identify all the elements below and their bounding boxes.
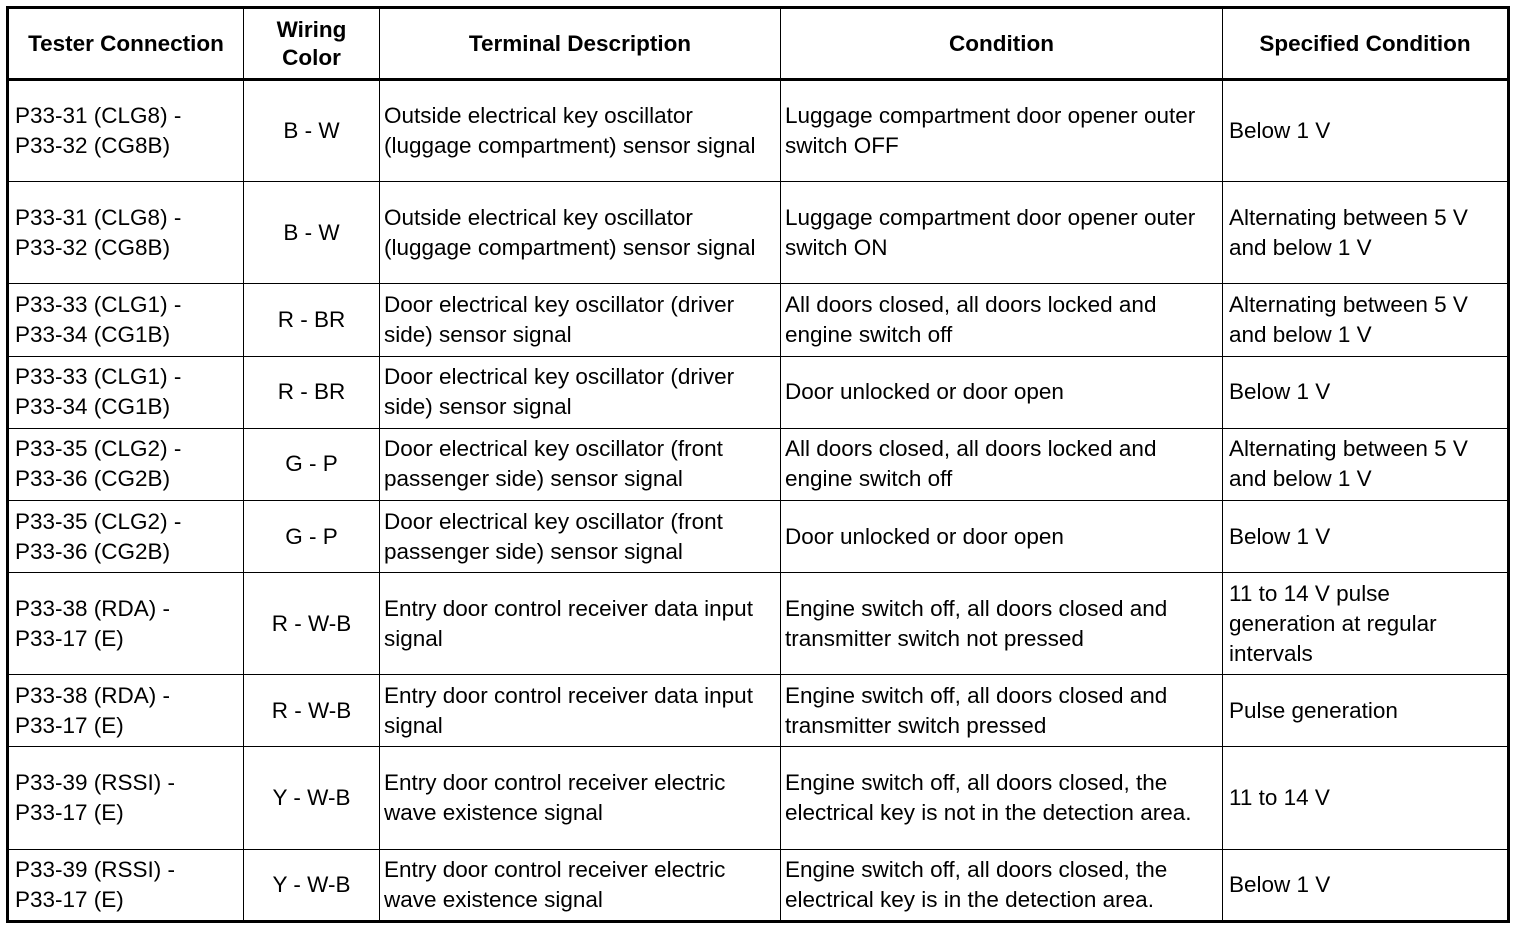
header-terminal-description: Terminal Description	[380, 8, 781, 80]
terminal-description-cell: Door electrical key oscillator (driver side) sensor signal	[380, 284, 781, 356]
specified-condition-cell: Pulse generation	[1223, 675, 1509, 747]
header-row	[8, 8, 1509, 80]
specified-condition-cell: 11 to 14 V pulse generation at regular intervals	[1223, 573, 1509, 675]
tester-connection-cell	[8, 356, 244, 428]
tester-connection-line1: P33-39 (RSSI) -	[15, 770, 176, 796]
specified-condition-cell: Below 1 V	[1223, 500, 1509, 572]
header-condition: Condition	[781, 8, 1223, 80]
table-row	[8, 500, 1509, 572]
specified-condition-cell: Below 1 V	[1223, 849, 1509, 921]
wiring-color-cell: Y - W-B	[244, 849, 380, 921]
header-wiring-line1: Wiring	[276, 16, 347, 42]
terminal-description-cell: Door electrical key oscillator (driver side) sensor signal	[380, 356, 781, 428]
table-row	[8, 80, 1509, 182]
wiring-color-cell: G - P	[244, 428, 380, 500]
table-row	[8, 747, 1509, 849]
specified-condition-cell: Alternating between 5 V and below 1 V	[1223, 182, 1509, 284]
wiring-color-cell: R - W-B	[244, 675, 380, 747]
tester-connection-line1: P33-38 (RDA) -	[15, 682, 171, 708]
tester-connection-cell	[8, 747, 244, 849]
tester-connection-line1: P33-39 (RSSI) -	[15, 856, 176, 882]
condition-cell: Engine switch off, all doors closed and transmitter switch not pressed	[781, 573, 1223, 675]
terminal-description-cell: Outside electrical key oscillator (luggage compartment) sensor signal	[380, 182, 781, 284]
tester-connection-line2: P33-17 (E)	[15, 800, 124, 826]
wiring-color-cell: Y - W-B	[244, 747, 380, 849]
tester-connection-line2: P33-17 (E)	[15, 712, 124, 738]
condition-cell: Engine switch off, all doors closed, the electrical key is in the detection area.	[781, 849, 1223, 921]
tester-connection-cell	[8, 80, 244, 182]
condition-cell: Luggage compartment door opener outer switch OFF	[781, 80, 1223, 182]
wiring-color-cell: B - W	[244, 80, 380, 182]
condition-cell: All doors closed, all doors locked and engine switch off	[781, 428, 1223, 500]
tester-connection-line1: P33-38 (RDA) -	[15, 595, 171, 621]
specified-condition-cell: Alternating between 5 V and below 1 V	[1223, 428, 1509, 500]
terminal-description-cell: Entry door control receiver data input signal	[380, 573, 781, 675]
wiring-color-cell: R - BR	[244, 356, 380, 428]
condition-cell: Door unlocked or door open	[781, 356, 1223, 428]
condition-cell: Engine switch off, all doors closed, the electrical key is not in the detection area.	[781, 747, 1223, 849]
tester-connection-line2: P33-34 (CG1B)	[15, 394, 171, 420]
tester-connection-cell	[8, 284, 244, 356]
specified-condition-cell: Alternating between 5 V and below 1 V	[1223, 284, 1509, 356]
tester-connection-line1: P33-31 (CLG8) -	[15, 204, 182, 230]
wiring-color-cell: G - P	[244, 500, 380, 572]
header-wiring-color	[244, 8, 380, 80]
terminal-description-cell: Entry door control receiver electric wave existence signal	[380, 849, 781, 921]
table-row	[8, 356, 1509, 428]
tester-connection-line2: P33-32 (CG8B)	[15, 234, 171, 260]
condition-cell: All doors closed, all doors locked and engine switch off	[781, 284, 1223, 356]
header-tester-connection: Tester Connection	[8, 8, 244, 80]
tester-connection-line1: P33-35 (CLG2) -	[15, 508, 182, 534]
terminal-description-cell: Entry door control receiver electric wave existence signal	[380, 747, 781, 849]
specified-condition-cell: Below 1 V	[1223, 356, 1509, 428]
tester-connection-line1: P33-33 (CLG1) -	[15, 364, 182, 390]
terminal-description-cell: Outside electrical key oscillator (luggage compartment) sensor signal	[380, 80, 781, 182]
wiring-color-cell: B - W	[244, 182, 380, 284]
tester-connection-cell	[8, 428, 244, 500]
tester-connection-line1: P33-31 (CLG8) -	[15, 103, 182, 129]
table-row	[8, 849, 1509, 921]
tester-connection-line2: P33-34 (CG1B)	[15, 322, 171, 348]
specified-condition-cell: Below 1 V	[1223, 80, 1509, 182]
tester-connection-line2: P33-17 (E)	[15, 886, 124, 912]
table-row	[8, 182, 1509, 284]
condition-cell: Engine switch off, all doors closed and transmitter switch pressed	[781, 675, 1223, 747]
tester-connection-line2: P33-36 (CG2B)	[15, 466, 171, 492]
terminal-description-cell: Door electrical key oscillator (front passenger side) sensor signal	[380, 500, 781, 572]
header-specified-condition: Specified Condition	[1223, 8, 1509, 80]
wiring-color-cell: R - W-B	[244, 573, 380, 675]
tester-connection-cell	[8, 500, 244, 572]
tester-connection-line1: P33-33 (CLG1) -	[15, 292, 182, 318]
condition-cell: Door unlocked or door open	[781, 500, 1223, 572]
tester-connection-line2: P33-17 (E)	[15, 625, 124, 651]
tester-connection-line2: P33-36 (CG2B)	[15, 538, 171, 564]
table-row	[8, 675, 1509, 747]
tester-connection-table	[6, 6, 1510, 923]
table-row	[8, 428, 1509, 500]
terminal-description-cell: Entry door control receiver data input signal	[380, 675, 781, 747]
tester-connection-cell	[8, 675, 244, 747]
tester-connection-cell	[8, 182, 244, 284]
wiring-color-cell: R - BR	[244, 284, 380, 356]
condition-cell: Luggage compartment door opener outer switch ON	[781, 182, 1223, 284]
tester-connection-line2: P33-32 (CG8B)	[15, 133, 171, 159]
terminal-description-cell: Door electrical key oscillator (front passenger side) sensor signal	[380, 428, 781, 500]
tester-connection-line1: P33-35 (CLG2) -	[15, 436, 182, 462]
tester-connection-cell	[8, 573, 244, 675]
header-wiring-line2: Color	[282, 44, 341, 70]
table-row	[8, 573, 1509, 675]
table-row	[8, 284, 1509, 356]
tester-connection-cell	[8, 849, 244, 921]
specified-condition-cell: 11 to 14 V	[1223, 747, 1509, 849]
